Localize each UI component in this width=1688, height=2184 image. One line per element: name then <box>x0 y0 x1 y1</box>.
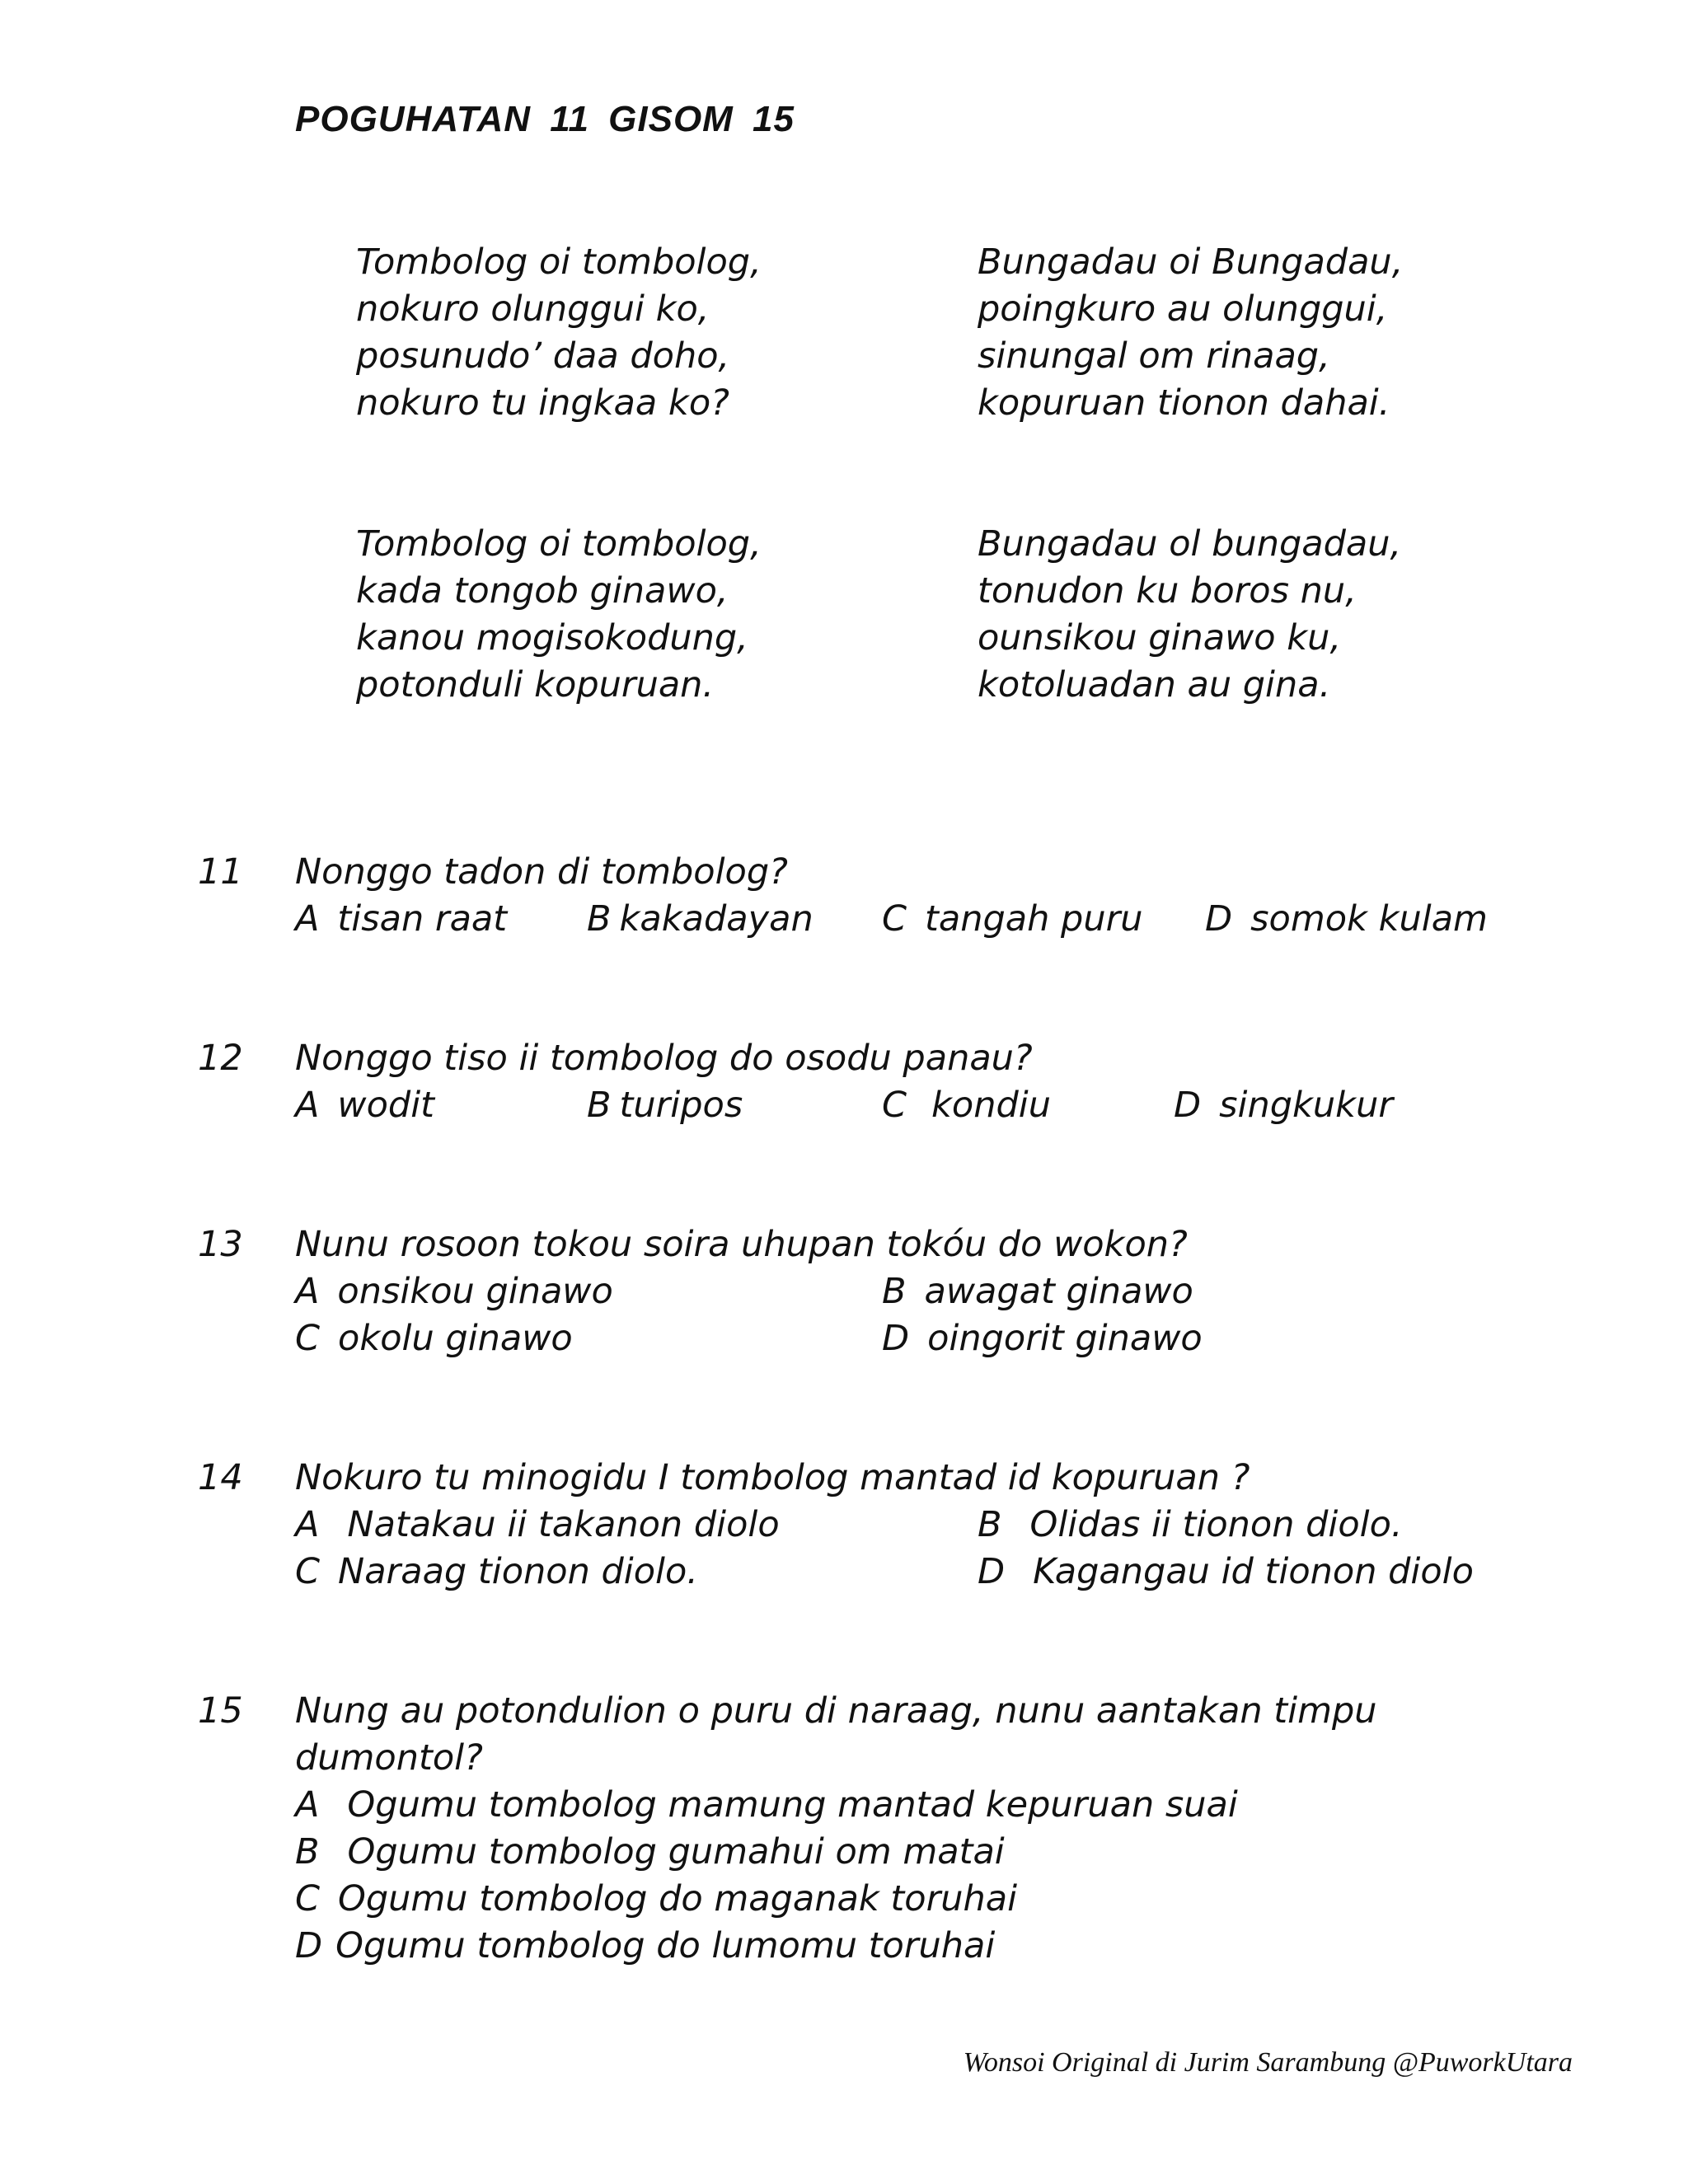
poem-stanza <box>356 239 762 427</box>
option-text: Ogumu tombolog mamung mantad kepuruan suai <box>347 1784 1238 1825</box>
answer-option <box>978 1549 1474 1596</box>
option-letter: D <box>1174 1085 1202 1126</box>
poem-line: Bungadau oi Bungadau, <box>978 241 1404 283</box>
answer-option <box>295 1082 434 1129</box>
poem-line: kotoluadan au gina. <box>978 664 1331 705</box>
answer-option <box>587 896 814 943</box>
answer-option <box>882 1082 1051 1129</box>
option-text: Natakau ii takanon diolo <box>347 1504 780 1545</box>
option-letter: B <box>587 1085 612 1126</box>
answer-option <box>1174 1082 1393 1129</box>
question-text: Nonggo tiso ii tombolog do osodu panau? <box>295 1038 1033 1079</box>
question-number: 15 <box>198 1690 243 1732</box>
poem-line: tonudon ku boros nu, <box>978 570 1357 612</box>
answer-option <box>882 896 1143 943</box>
option-letter: B <box>978 1504 1002 1545</box>
option-letter: D <box>1205 898 1233 940</box>
answer-option <box>978 1502 1403 1549</box>
poem-line: Tombolog oi tombolog, <box>356 523 762 565</box>
option-letter: B <box>295 1831 320 1872</box>
answer-option <box>295 1876 1017 1923</box>
question-text: Nokuro tu minogidu I tombolog mantad id kopuruan ? <box>295 1457 1250 1498</box>
poem-line: poingkuro au olunggui, <box>978 288 1388 330</box>
poem-stanza <box>356 521 762 709</box>
poem-line: potonduli kopuruan. <box>356 664 715 705</box>
option-letter: D <box>295 1925 323 1966</box>
option-text: Ogumu tombolog gumahui om matai <box>347 1831 1005 1872</box>
poem-stanza <box>978 521 1401 709</box>
poem-line: Tombolog oi tombolog, <box>356 241 762 283</box>
footer-credit: Wonsoi Original di Jurim Sarambung @PuworkUtara <box>963 2047 1573 2078</box>
page-title: POGUHATAN 11 GISOM 15 <box>295 99 795 139</box>
answer-option <box>295 1502 780 1549</box>
option-text: Olidas ii tionon diolo. <box>1029 1504 1403 1545</box>
question-number: 11 <box>198 851 243 893</box>
question-text: Nunu rosoon tokou soira uhupan tokóu do wokon? <box>295 1224 1188 1265</box>
answer-option <box>295 1315 573 1362</box>
option-text: kondiu <box>931 1085 1051 1126</box>
answer-option <box>882 1315 1203 1362</box>
question-text: Nung au potondulion o puru di naraag, nunu aantakan timpu <box>295 1690 1377 1732</box>
option-letter: A <box>295 1271 320 1312</box>
option-letter: A <box>295 1784 320 1825</box>
poem-stanza <box>978 239 1403 427</box>
option-text: awagat ginawo <box>924 1271 1193 1312</box>
option-letter: A <box>295 1085 320 1126</box>
option-text: wodit <box>337 1085 434 1126</box>
answer-option <box>295 1782 1238 1829</box>
question-text: Nonggo tadon di tombolog? <box>295 851 788 893</box>
option-text: tangah puru <box>925 898 1143 940</box>
answer-option <box>882 1268 1193 1315</box>
option-text: Ogumu tombolog do lumomu toruhai <box>335 1925 996 1966</box>
answer-option <box>295 1268 613 1315</box>
poem-line: kada tongob ginawo, <box>356 570 729 612</box>
poem-line: sinungal om rinaag, <box>978 335 1330 377</box>
question-number: 12 <box>198 1038 243 1079</box>
answer-option <box>295 896 507 943</box>
option-text: Naraag tionon diolo. <box>338 1551 698 1592</box>
question-number: 13 <box>198 1224 243 1265</box>
answer-option <box>295 1829 1005 1876</box>
option-text: turipos <box>619 1085 743 1126</box>
option-text: kakadayan <box>619 898 814 940</box>
poem-line: nokuro tu ingkaa ko? <box>356 382 729 424</box>
poem-line: ounsikou ginawo ku, <box>978 617 1342 658</box>
poem-line: posunudo’ daa doho, <box>356 335 730 377</box>
option-letter: D <box>882 1318 910 1359</box>
option-letter: D <box>978 1551 1006 1592</box>
option-text: oingorit ginawo <box>927 1318 1203 1359</box>
poem-line: nokuro olunggui ko, <box>356 288 710 330</box>
option-letter: C <box>295 1551 321 1592</box>
option-letter: C <box>882 1085 907 1126</box>
poem-line: kanou mogisokodung, <box>356 617 748 658</box>
answer-option <box>295 1549 698 1596</box>
option-letter: A <box>295 1504 320 1545</box>
option-letter: C <box>882 898 907 940</box>
option-text: okolu ginawo <box>338 1318 573 1359</box>
question-number: 14 <box>198 1457 243 1498</box>
question-text-continued: dumontol? <box>295 1737 483 1779</box>
option-letter: A <box>295 898 320 940</box>
option-letter: B <box>587 898 612 940</box>
answer-option <box>1205 896 1488 943</box>
option-text: onsikou ginawo <box>337 1271 613 1312</box>
option-text: singkukur <box>1219 1085 1394 1126</box>
answer-option <box>295 1923 995 1970</box>
poem-line: Bungadau ol bungadau, <box>978 523 1402 565</box>
poem-line: kopuruan tionon dahai. <box>978 382 1390 424</box>
option-letter: C <box>295 1878 321 1919</box>
option-letter: C <box>295 1318 321 1359</box>
option-text: tisan raat <box>337 898 508 940</box>
option-text: Kagangau id tionon diolo <box>1033 1551 1474 1592</box>
option-letter: B <box>882 1271 907 1312</box>
option-text: Ogumu tombolog do maganak toruhai <box>338 1878 1018 1919</box>
answer-option <box>587 1082 743 1129</box>
option-text: somok kulam <box>1250 898 1488 940</box>
